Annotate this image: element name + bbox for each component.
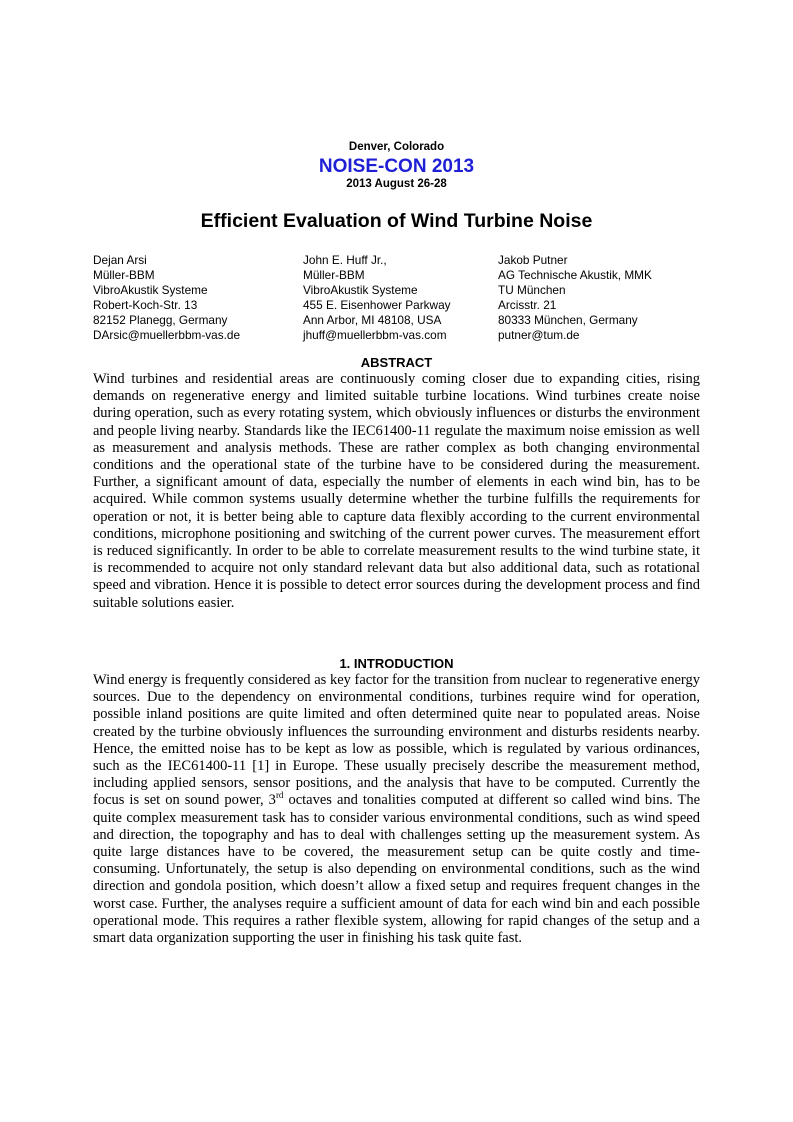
author-email: DArsic@muellerbbm-vas.de xyxy=(93,328,241,343)
author-email: jhuff@muellerbbm-vas.com xyxy=(303,328,447,343)
author-division: TU München xyxy=(498,283,566,298)
author-email: putner@tum.de xyxy=(498,328,580,343)
author-2 xyxy=(303,253,451,344)
author-city: Ann Arbor, MI 48108, USA xyxy=(303,313,442,328)
introduction-heading: 1. INTRODUCTION xyxy=(339,656,454,671)
conference-date: 2013 August 26-28 xyxy=(346,178,447,190)
author-street: 455 E. Eisenhower Parkway xyxy=(303,298,451,313)
superscript-rd: rd xyxy=(275,789,284,800)
abstract-text: Wind turbines and residential areas are continuously coming closer due to expanding cities, rising demands on regenerative energy and limited suitable turbine locations. Wind turbines create noise during operation, such as every rotating system, which obviously influences or disturbs the environment and people living nearby. Standards like the IEC61400-11 regulate the maximum noise emission as well as measurement and analysis methods. These are rather complex as both changing environmental conditions and the operational state of the turbine have to be considered during the measurement. Further, a significant amount of data, especially the number of elements in each wind bin, has to be acquired. While common systems usually determine whether the turbine fulfills the requirements for operation or not, it is better being able to capture data flexibly according to the current environmental conditions, microphone positioning and switching of the current power curves. The measurement effort is reduced significantly. In order to be able to correlate measurement results to the wind turbine state, it is recommended to acquire not only standard relevant data but also additional data, such as rotational speed and vibration. Hence it is possible to detect error sources during the development process and find suitable solutions easier. xyxy=(93,371,700,611)
author-3 xyxy=(498,253,652,344)
author-city: 80333 München, Germany xyxy=(498,313,638,328)
author-street: Robert-Koch-Str. 13 xyxy=(93,298,198,313)
author-division: VibroAkustik Systeme xyxy=(303,283,418,298)
author-name: Jakob Putner xyxy=(498,253,568,267)
conference-location: Denver, Colorado xyxy=(348,141,445,153)
author-division: VibroAkustik Systeme xyxy=(93,283,208,298)
paper-title: Efficient Evaluation of Wind Turbine Noise xyxy=(200,210,593,232)
abstract-heading: ABSTRACT xyxy=(360,355,433,370)
author-company: AG Technische Akustik, MMK xyxy=(498,268,652,283)
author-name: John E. Huff Jr., xyxy=(303,253,387,267)
introduction-text-part1: Wind energy is frequently considered as key factor for the transition from nuclear to regenerative energy sources. Due to the dependency on environmental conditions, turbines require wind for operation, possible inland positions are quite limited and often determined quite near to populated areas. Noise created by the turbine obviously influences the surrounding environment and disturbs residents nearby. Hence, the emitted noise has to be kept as low as possible, which is regulated by various ordinances, such as the IEC61400-11 [1] in Europe. These usually precisely describe the measurement method, including applied sensors, sensor positions, and the analysis that have to be computed. Currently the focus is set on sound power, 3 xyxy=(93,672,700,809)
author-company: Müller-BBM xyxy=(303,268,365,283)
introduction-text-part2: octaves and tonalities computed at different so called wind bins. The quite complex measurement task has to consider various environmental conditions, such as wind speed and direction, the topography and has to deal with challenges setting up the measurement system. As quite large distances have to be covered, the measurement setup can be quite costly and time-consuming. Unfortunately, the setup is also depending on environmental conditions, such as the wind direction and gondola position, which doesn’t allow a fixed setup and requires frequent changes in the worst case. Further, the analyses require a sufficient amount of data for each wind bin and each possible operational mode. This requires a rather flexible system, allowing for rapid changes of the setup and a smart data organization supporting the user in finishing his task quite fast. xyxy=(93,792,701,947)
introduction-text xyxy=(93,672,700,947)
author-city: 82152 Planegg, Germany xyxy=(93,313,228,328)
author-company: Müller-BBM xyxy=(93,268,155,283)
conference-name: NOISE-CON 2013 xyxy=(318,156,475,177)
author-name: Dejan Arsi xyxy=(93,253,147,267)
author-street: Arcisstr. 21 xyxy=(498,298,557,313)
author-1 xyxy=(93,253,240,344)
